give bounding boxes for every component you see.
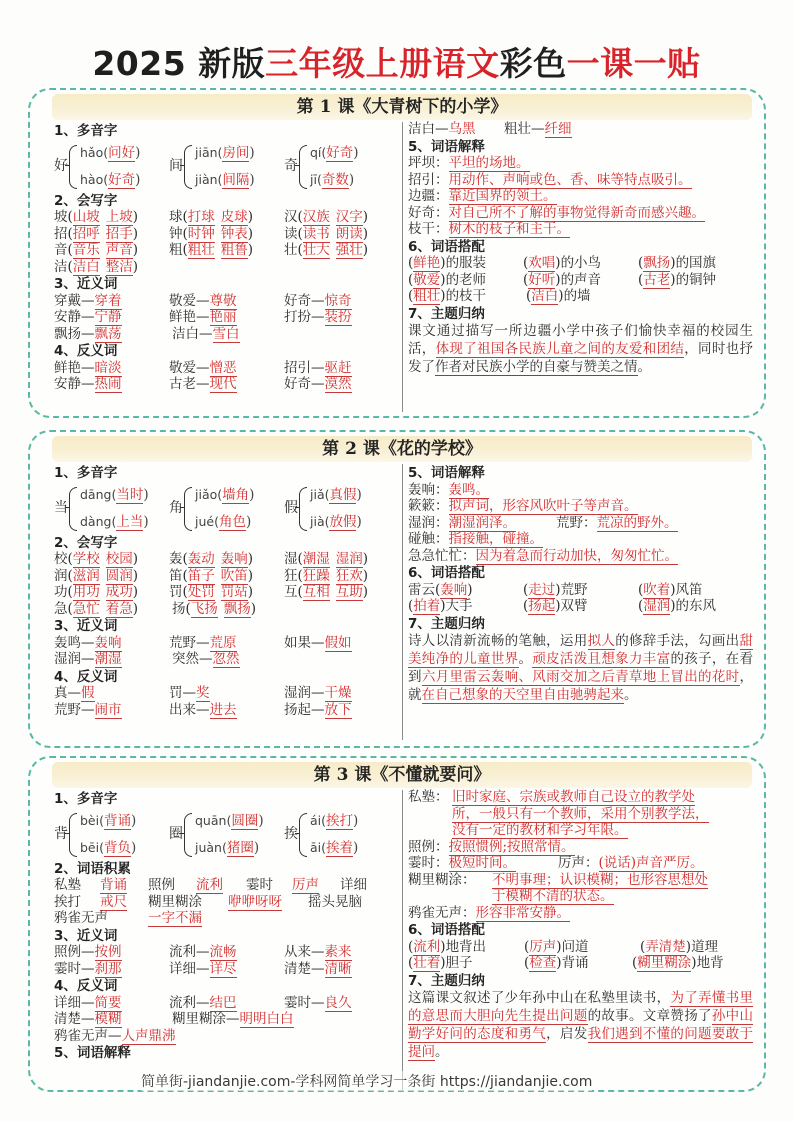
antonym-row: 鲜艳—暗淡 敬爱—憎恶 招引—驱赶 <box>54 359 352 376</box>
section-title: 6、词语搭配 <box>408 238 485 255</box>
brace-icon <box>299 145 307 189</box>
match-row: 雷云(轰响) (走过)荒野 (吹着)风笛 <box>408 581 703 598</box>
lesson-1-card <box>28 88 766 418</box>
polyphonic-item: 角 jiǎo(墙角) jué(角色) <box>169 486 255 530</box>
antonym-row: 洁白—乌黑 粗壮—纤细 <box>408 121 572 137</box>
section-title: 3、近义词 <box>54 276 118 292</box>
write-row: 润(滋润 圆润) 笛(笛子 吹笛) 狂(狂躁 狂欢) <box>54 567 369 584</box>
match-row: (敬爱)的老师 (好听)的声音 (古老)的铜钟 <box>408 271 717 288</box>
write-row: 招(招呼 招手) 钟(时钟 钟表) 读(读书 朗读) <box>54 225 369 242</box>
watermark: 简单街-jiandanjie.com-学科网简单学习一条街 https://jiandanjie.com <box>141 1071 592 1091</box>
section-title: 5、词语解释 <box>408 465 485 481</box>
word-row: 鸦雀无声 一字不漏 <box>54 910 202 926</box>
column-divider <box>402 790 403 1090</box>
write-row: 洁(洁白 整洁) <box>54 258 139 275</box>
brace-icon <box>184 487 192 531</box>
antonym-row: 荒野—闹市 出来—进去 扬起—放下 <box>54 701 352 718</box>
definition: 边疆：靠近国界的领土。 <box>408 188 557 204</box>
definition: 簌簌：拟声词，形容风吹叶子等声音。 <box>408 498 638 514</box>
definition: 私塾： 旧时家庭、宗族或教师自己设立的教学处 所，一般只有一个教师，采用个别教学法， 没有一定的教材和学习年限。 <box>408 789 709 838</box>
antonym-row: 清楚—模糊 糊里糊涂—明明白白 <box>54 1011 294 1027</box>
column-divider <box>402 464 403 740</box>
theme-paragraph: 课文通过描写一所边疆小学中孩子们愉快幸福的校园生活，体现了祖国各民族儿童之间的友爱和团结，同时也抒发了作者对民族小学的自豪与赞美之情。 <box>408 323 753 375</box>
section-title: 2、词语积累 <box>54 860 131 877</box>
lesson-1-header: 第 1 课《大青树下的小学》 <box>52 94 752 120</box>
definition: 坪坝：平坦的场地。 <box>408 155 530 171</box>
synonym-row: 安静—宁静 鲜艳—艳丽 打扮—装扮 <box>54 309 352 325</box>
section-title: 7、主题归纳 <box>408 615 485 632</box>
section-title: 5、词语解释 <box>54 1045 131 1061</box>
synonym-row: 穿戴—穿着 敬爱—尊敬 好奇—惊奇 <box>54 292 352 309</box>
lesson-2-right-column <box>408 464 753 704</box>
brace-icon <box>299 487 307 531</box>
section-title: 1、多音字 <box>54 791 118 807</box>
brace-icon <box>69 813 77 857</box>
polyphonic-item: 当 dāng(当时) dàng(上当) <box>54 486 149 530</box>
antonym-row: 安静—热闹 古老—现代 好奇—漠然 <box>54 376 352 392</box>
section-title: 1、多音字 <box>54 123 118 139</box>
lesson-2-card <box>28 430 766 748</box>
synonym-row: 霎时—刹那 详细—详尽 清楚—清晰 <box>54 960 352 977</box>
polyphonic-item: 奇 qí(好奇) jī(奇数) <box>284 144 359 188</box>
theme-paragraph: 这篇课文叙述了少年孙中山在私塾里读书，为了弄懂书里的意思而大胆向先生提出问题的故事。文章赞扬了孙中山勤学好问的态度和勇气，启发我们遇到不懂的问题要敢于提问。 <box>408 990 753 1060</box>
lesson-2-header: 第 2 课《花的学校》 <box>52 436 752 462</box>
brace-icon <box>184 145 192 189</box>
definition: 好奇：对自己所不了解的事物觉得新奇而感兴趣。 <box>408 204 705 221</box>
word-row: 私塾 背诵 照例 流利 霎时 厉声 详细 <box>54 877 367 893</box>
polyphonic-item: 假 jiǎ(真假) jià(放假) <box>284 486 362 530</box>
page-title: 2025 新版三年级上册语文彩色一课一贴 <box>92 44 701 83</box>
definition: 轰响：轰鸣。 <box>408 481 489 498</box>
definition: 霎时：极短时间。 厉声：(说话)声音严厉。 <box>408 855 704 871</box>
definition: 糊里糊涂： 不明事理；认识模糊；也形容思想处 于模糊不清的状态。 <box>408 871 708 904</box>
synonym-row: 湿润—潮湿 突然—忽然 <box>54 651 240 667</box>
write-row: 急(急忙 着急) 扬(飞扬 飘扬) <box>54 600 257 617</box>
lesson-3-left-column <box>54 790 399 1062</box>
section-title: 2、会写字 <box>54 192 118 209</box>
synonym-row: 照例—按例 流利—流畅 从来—素来 <box>54 944 352 960</box>
polyphonic-group <box>54 484 399 534</box>
section-title: 6、词语搭配 <box>408 565 485 581</box>
section-title: 4、反义词 <box>54 668 118 685</box>
definition: 急急忙忙：因为着急而行动加快，匆匆忙忙。 <box>408 547 678 564</box>
antonym-row: 详细—简要 流利—结巴 霎时—良久 <box>54 994 352 1011</box>
polyphonic-group <box>54 142 399 192</box>
lesson-2-left-column <box>54 464 399 718</box>
lesson-3-header: 第 3 课《不懂就要问》 <box>52 762 752 788</box>
section-title: 3、近义词 <box>54 927 118 944</box>
write-row: 坡(山坡 上坡) 球(打球 皮球) 汉(汉族 汉字) <box>54 209 369 225</box>
section-title: 7、主题归纳 <box>408 972 485 989</box>
polyphonic-item: 间 jiān(房间) jiàn(间隔) <box>169 144 255 188</box>
polyphonic-item: 好 hǎo(问好) hào(好奇) <box>54 144 141 188</box>
antonym-row: 真—假 罚—奖 湿润—干燥 <box>54 685 352 701</box>
write-row: 校(学校 校园) 轰(轰动 轰响) 湿(潮湿 湿润) <box>54 551 369 567</box>
brace-icon <box>69 487 77 531</box>
lesson-1-left-column <box>54 122 399 393</box>
definition: 照例：按照惯例;按照常情。 <box>408 838 575 855</box>
polyphonic-item: 背 bèi(背诵) bēi(背负) <box>54 812 137 856</box>
write-row: 音(音乐 声音) 粗(粗壮 粗鲁) 壮(壮大 强壮) <box>54 242 369 258</box>
match-row: (粗壮)的枝干 (洁白)的墙 <box>408 288 591 304</box>
write-row: 功(用功 成功) 罚(处罚 罚站) 互(互相 互助) <box>54 584 369 600</box>
match-row: (流利)地背出 (厉声)问道 (弄清楚)道理 <box>408 938 719 955</box>
section-title: 6、词语搭配 <box>408 922 485 938</box>
lesson-3-right-column <box>408 789 753 1061</box>
synonym-row: 飘扬—飘荡 洁白—雪白 <box>54 325 240 342</box>
word-row: 挨打 戒尺 糊里糊涂 咿咿呀呀 摇头晃脑 <box>54 893 362 910</box>
theme-paragraph: 诗人以清新流畅的笔触，运用拟人的修辞手法，勾画出甜美纯净的儿童世界。顽皮活泼且想象力丰富的孩子，在看到六月里雷云轰响、风雨交加之后青草地上冒出的花时，就在自己想象的天空里自由驰骋起来。 <box>408 633 753 703</box>
section-title: 3、近义词 <box>54 618 118 634</box>
section-title: 5、词语解释 <box>408 138 485 155</box>
definition: 鸦雀无声：形容非常安静。 <box>408 904 570 921</box>
polyphonic-item: 圈 quān(圆圈) juàn(猪圈) <box>169 812 264 856</box>
definition: 湿润：潮湿润泽。 荒野：荒凉的野外。 <box>408 514 678 531</box>
section-title: 4、反义词 <box>54 978 118 994</box>
definition: 枝干：树木的枝子和主干。 <box>408 221 570 237</box>
lesson-1-right-column <box>408 121 753 376</box>
section-title: 1、多音字 <box>54 465 118 481</box>
match-row: (鲜艳)的服装 (欢唱)的小鸟 (飘扬)的国旗 <box>408 255 717 271</box>
definition: 招引：用动作、声响或色、香、味等特点吸引。 <box>408 171 692 188</box>
section-title: 4、反义词 <box>54 343 118 359</box>
column-divider <box>402 122 403 412</box>
lesson-3-card <box>28 756 766 1092</box>
antonym-row: 鸦雀无声—人声鼎沸 <box>54 1027 176 1044</box>
brace-icon <box>184 813 192 857</box>
definition: 碰触：指接触，碰撞。 <box>408 531 543 547</box>
match-row: (壮着)胆子 (检查)背诵 (糊里糊涂)地背 <box>408 955 724 971</box>
brace-icon <box>299 813 307 857</box>
section-title: 2、会写字 <box>54 534 118 551</box>
brace-icon <box>69 145 77 189</box>
polyphonic-group <box>54 810 399 860</box>
polyphonic-item: 挨 ái(挨打) āi(挨着) <box>284 812 359 856</box>
match-row: (拍着)大手 (扬起)双臂 (湿润)的东风 <box>408 598 717 614</box>
synonym-row: 轰鸣—轰响 荒野—荒原 如果—假如 <box>54 634 352 651</box>
section-title: 7、主题归纳 <box>408 305 485 322</box>
